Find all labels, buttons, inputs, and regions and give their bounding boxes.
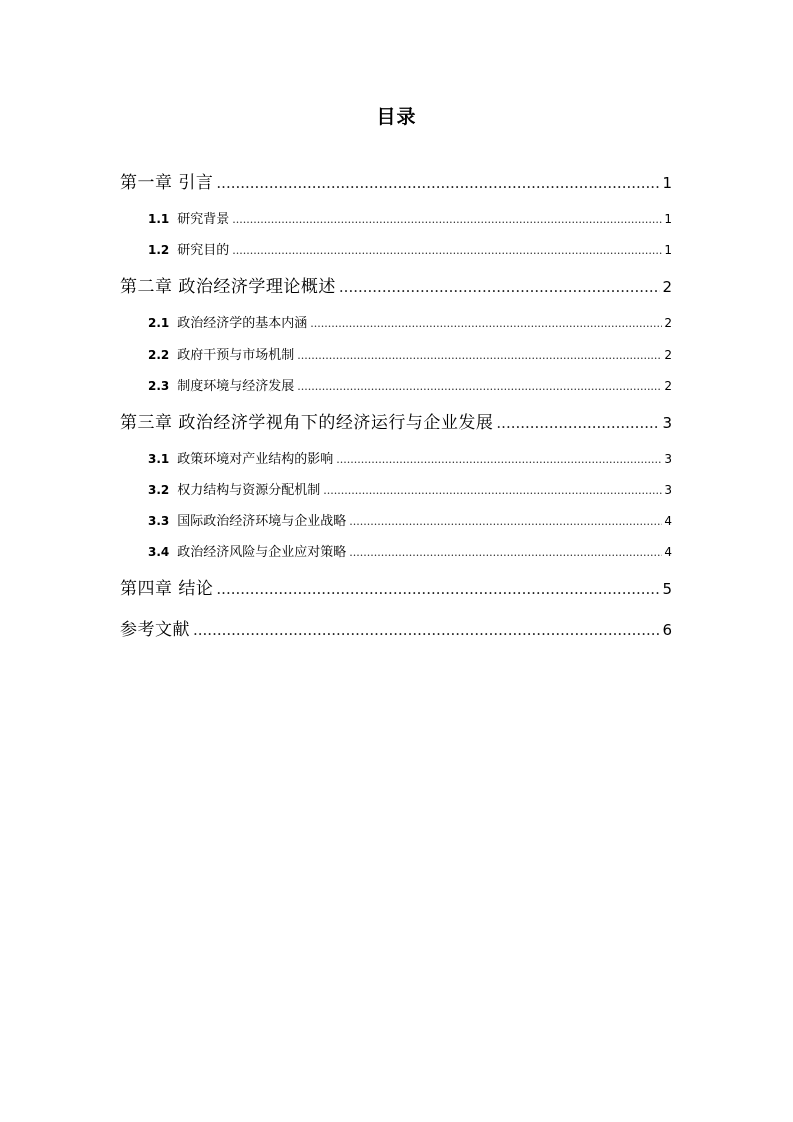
dot-leader	[297, 377, 662, 397]
dot-leader	[496, 410, 660, 436]
toc-section-number: 1.2	[148, 243, 170, 257]
dot-leader	[349, 543, 662, 563]
toc-section-2-3[interactable]	[148, 376, 672, 396]
toc-chapter-2[interactable]	[120, 274, 672, 300]
toc-chapter-1[interactable]	[120, 170, 672, 196]
toc-section-1-2[interactable]	[148, 240, 672, 260]
toc-page-number: 1	[664, 243, 672, 257]
dot-leader	[297, 346, 662, 366]
dot-leader	[216, 576, 660, 602]
dot-leader	[349, 512, 662, 532]
dot-leader	[336, 450, 662, 470]
page-title: 目录	[376, 106, 417, 128]
toc-section-number: 3.4	[148, 545, 170, 559]
toc-section-3-4[interactable]	[148, 542, 672, 562]
toc-page-number: 3	[662, 414, 672, 432]
toc-entry-title: 政治经济学的基本内涵	[177, 316, 308, 331]
toc-entry-title: 政治经济风险与企业应对策略	[177, 545, 347, 560]
toc-chapter-3[interactable]	[120, 410, 672, 436]
dot-leader	[232, 241, 662, 261]
toc-entry-title: 国际政治经济环境与企业战略	[177, 514, 347, 529]
toc-entry-title: 第三章 政治经济学视角下的经济运行与企业发展	[120, 413, 494, 433]
toc-page-number: 4	[664, 514, 672, 528]
toc-section-number: 1.1	[148, 212, 170, 226]
toc-entry-title: 研究目的	[177, 243, 230, 258]
toc-section-number: 2.1	[148, 316, 170, 330]
toc-entry-title: 第一章 引言	[120, 173, 214, 193]
toc-entry-title: 权力结构与资源分配机制	[177, 483, 321, 498]
toc-section-number: 3.3	[148, 514, 170, 528]
toc-entry-title: 制度环境与经济发展	[177, 379, 295, 394]
toc-entry-title: 参考文献	[120, 620, 190, 640]
toc-page-number: 1	[664, 212, 672, 226]
toc-page-number: 5	[662, 580, 672, 598]
toc-section-3-1[interactable]	[148, 449, 672, 469]
dot-leader	[339, 274, 661, 300]
toc-section-number: 3.2	[148, 483, 170, 497]
dot-leader	[310, 314, 662, 334]
toc-entry-title: 政府干预与市场机制	[177, 348, 295, 363]
toc-page-number: 1	[662, 174, 672, 192]
toc-page-number: 2	[664, 316, 672, 330]
toc-references[interactable]	[120, 617, 672, 643]
dot-leader	[193, 617, 660, 643]
toc-page-number: 6	[662, 621, 672, 639]
toc-entry-title: 研究背景	[177, 212, 230, 227]
toc-section-2-2[interactable]	[148, 345, 672, 365]
toc-chapter-4[interactable]	[120, 576, 672, 602]
toc-entry-title: 政策环境对产业结构的影响	[177, 452, 334, 467]
toc-section-3-3[interactable]	[148, 511, 672, 531]
toc-section-3-2[interactable]	[148, 480, 672, 500]
toc-section-1-1[interactable]	[148, 209, 672, 229]
toc-section-number: 2.2	[148, 348, 170, 362]
dot-leader	[323, 481, 662, 501]
toc-section-2-1[interactable]	[148, 313, 672, 333]
toc-page-number: 2	[664, 379, 672, 393]
toc-entry-title: 第四章 结论	[120, 579, 214, 599]
toc-page-number: 3	[664, 483, 672, 497]
toc-page-number: 2	[664, 348, 672, 362]
toc-entry-title: 第二章 政治经济学理论概述	[120, 277, 336, 297]
toc-section-number: 3.1	[148, 452, 170, 466]
toc-page-number: 4	[664, 545, 672, 559]
dot-leader	[216, 170, 660, 196]
dot-leader	[232, 210, 662, 230]
toc-page-number: 2	[662, 278, 672, 296]
toc-page-number: 3	[664, 452, 672, 466]
toc-section-number: 2.3	[148, 379, 170, 393]
